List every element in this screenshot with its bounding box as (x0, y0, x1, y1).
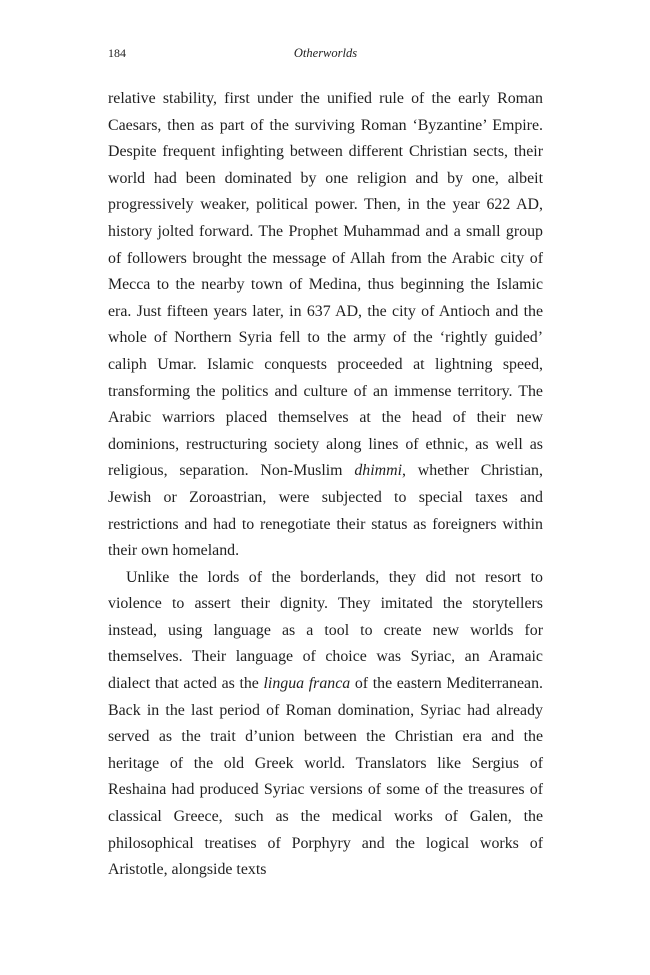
paragraph-text: of the eastern Mediterranean. Back in the last period of Roman domination, Syriac had already served as the trait d’union between the Christian era and the heritage of the old Greek world. Translators like Sergius of Reshaina had produced Syriac versions of some of the treasures of classical Greece, such as the medical works of Galen, the philosophical treatises of Porphyry and the logical works of Aristotle, alongside texts (108, 675, 543, 879)
running-head: Otherworlds (293, 46, 358, 60)
italic-term: dhimmi (354, 462, 403, 480)
paragraph (108, 565, 543, 884)
paragraph-text: relative stability, first under the unified rule of the early Roman Caesars, then as part of the surviving Roman ‘Byzantine’ Empire. Despite frequent infighting between different Christian sects, their world had been dominated by one religion and by one, albeit progressively weaker, political power. Then, in the year 622 AD, history jolted forward. The Prophet Muhammad and a small group of followers brought the message of Allah from the Arabic city of Mecca to the nearby town of Medina, thus beginning the Islamic era. Just fifteen years later, in 637 AD, the city of Antioch and the whole of Northern Syria fell to the army of the ‘rightly guided’ caliph Umar. Islamic conquests proceeded at lightning speed, transforming the politics and culture of an immense territory. The Arabic warriors placed themselves at the head of their new dominions, restructuring society along lines of ethnic, as well as religious, separation. Non-Muslim (108, 90, 543, 480)
paragraph (108, 86, 543, 565)
body-text (108, 86, 543, 884)
italic-term: lingua franca (263, 675, 351, 693)
paragraph-text: , whether Christian, Jewish or Zoroastrian, were subjected to special taxes and restrictions and had to renegotiate their status as foreigners within their own homeland. (108, 462, 543, 560)
paragraph-text: Unlike the lords of the borderlands, they did not resort to violence to assert their dignity. They imitated the storytellers instead, using language as a tool to create new worlds for themselves. Their language of choice was Syriac, an Aramaic dialect that acted as the (108, 568, 543, 693)
page-header (108, 46, 543, 64)
page-number: 184 (108, 46, 126, 60)
